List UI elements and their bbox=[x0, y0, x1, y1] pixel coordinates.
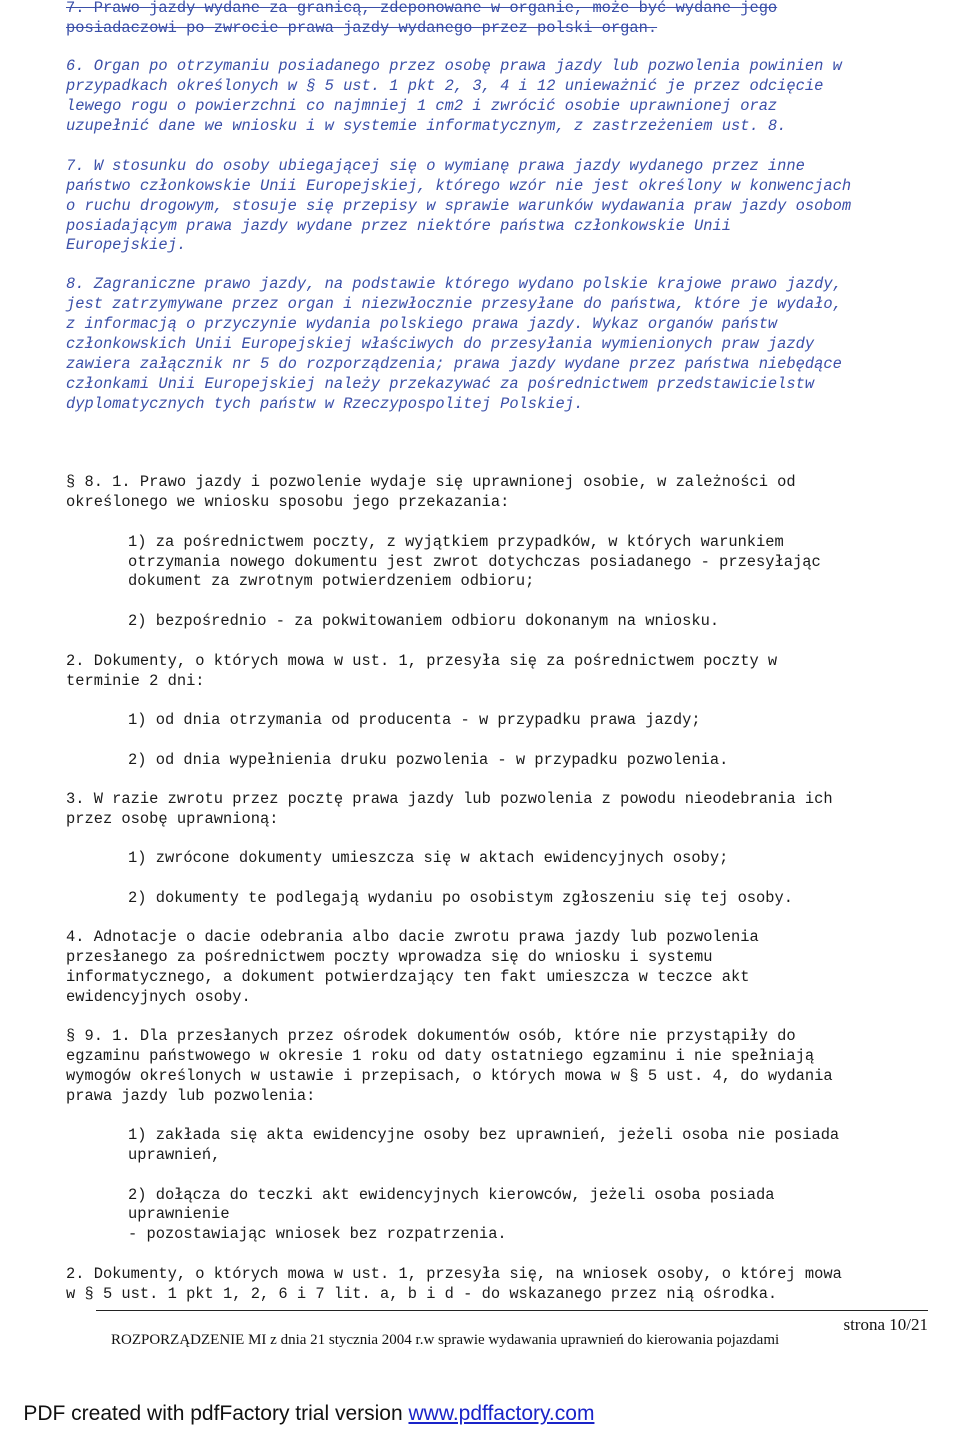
amended-text-line: 8. Zagraniczne prawo jazdy, na podstawie którego wydano polskie krajowe prawo jazdy, bbox=[66, 275, 842, 293]
regulation-text-line: 2) od dnia wypełnienia druku pozwolenia - w przypadku pozwolenia. bbox=[128, 751, 729, 769]
regulation-text-line: uprawnień, bbox=[128, 1146, 221, 1164]
regulation-text-line: otrzymania nowego dokumentu jest zwrot dotychczas posiadanego - przesyłając bbox=[128, 553, 821, 571]
regulation-text-line: egzaminu państwowego w okresie 1 roku od daty ostatniego egzaminu i nie spełniają bbox=[66, 1047, 815, 1065]
pdf-banner bbox=[0, 1378, 594, 1450]
amended-text-line: dyplomatycznych tych państw w Rzeczypospolitej Polskiej. bbox=[66, 395, 584, 413]
regulation-text-line: 2. Dokumenty, o których mowa w ust. 1, przesyła się za pośrednictwem poczty w bbox=[66, 652, 778, 670]
regulation-text-line: 2. Dokumenty, o których mowa w ust. 1, przesyła się, na wniosek osoby, o której mowa bbox=[66, 1265, 842, 1283]
regulation-text-line: - pozostawiając wniosek bez rozpatrzenia. bbox=[128, 1225, 507, 1243]
amended-text-line: jest zatrzymywane przez organ i niezwłocznie przesyłane do państwa, które je wydało, bbox=[66, 295, 842, 313]
regulation-text-line: 2) bezpośrednio - za pokwitowaniem odbioru dokonanym na wniosku. bbox=[128, 612, 720, 630]
amended-text-line: członkowskich Unii Europejskiej właściwych do przesyłania wymienionych praw jazdy bbox=[66, 335, 815, 353]
amended-text-line: 7. W stosunku do osoby ubiegającej się o wymianę prawa jazdy wydanego przez inne bbox=[66, 157, 805, 175]
amended-text-line: 7. Prawo jazdy wydane za granicą, zdeponowane w organie, może być wydane jego bbox=[66, 0, 778, 17]
regulation-text-line: 3. W razie zwrotu przez pocztę prawa jazdy lub pozwolenia z powodu nieodebrania ich bbox=[66, 790, 833, 808]
regulation-text-line: 2) dokumenty te podlegają wydaniu po osobistym zgłoszeniu się tej osoby. bbox=[128, 889, 793, 907]
regulation-text-line: w § 5 ust. 1 pkt 1, 2, 6 i 7 lit. a, b i d - do wskazanego przez nią ośrodka. bbox=[66, 1285, 778, 1303]
regulation-text-line: wymogów określonych w ustawie i przepisach, o których mowa w § 5 ust. 4, do wydania bbox=[66, 1067, 833, 1085]
amended-text-line: przypadkach określonych w § 5 ust. 1 pkt 2, 3, 4 i 12 unieważnić je przez odcięcie bbox=[66, 77, 824, 95]
amended-text-line: państwo członkowskie Unii Europejskiej, którego wzór nie jest określony w konwencjach bbox=[66, 177, 852, 195]
regulation-text-line: ewidencyjnych osoby. bbox=[66, 988, 251, 1006]
footer-page-number: strona 10/21 bbox=[843, 1315, 928, 1334]
amended-text-line: o ruchu drogowym, stosuje się przepisy w sprawie warunków wydawania praw jazdy osobom bbox=[66, 197, 852, 215]
regulation-text-line: uprawnienie bbox=[128, 1205, 230, 1223]
regulation-text-line: 1) za pośrednictwem poczty, z wyjątkiem przypadków, w których warunkiem bbox=[128, 533, 784, 551]
regulation-text-line: określonego we wniosku sposobu jego przekazania: bbox=[66, 493, 510, 511]
amended-text-line: zawiera załącznik nr 5 do rozporządzenia; prawa jazdy wydane przez państwa niebędące bbox=[66, 355, 842, 373]
regulation-text-line: 2) dołącza do teczki akt ewidencyjnych kierowców, jeżeli osoba posiada bbox=[128, 1186, 775, 1204]
page-footer bbox=[96, 1310, 928, 1383]
regulation-text-line: informatycznego, a dokument potwierdzający ten fakt umieszcza w teczce akt bbox=[66, 968, 750, 986]
regulation-text-line: dokument za zwrotnym potwierdzeniem odbioru; bbox=[128, 572, 535, 590]
amended-text-line: posiadającym prawa jazdy wydane przez niektóre państwa członkowskie Unii bbox=[66, 217, 731, 235]
regulation-text-line: 1) zwrócone dokumenty umieszcza się w aktach ewidencyjnych osoby; bbox=[128, 849, 729, 867]
amended-text-line: Europejskiej. bbox=[66, 236, 187, 254]
pdffactory-link[interactable]: www.pdffactory.com bbox=[408, 1402, 595, 1425]
footer-title: ROZPORZĄDZENIE MI z dnia 21 stycznia 2004 r.w sprawie wydawania uprawnień do kierowania pojazdami bbox=[111, 1332, 780, 1348]
amended-text-line: lewego rogu o powierzchni co najmniej 1 cm2 i zwrócić osobie uprawnionej oraz bbox=[66, 97, 778, 115]
regulation-text-line: 1) zakłada się akta ewidencyjne osoby bez uprawnień, jeżeli osoba nie posiada bbox=[128, 1126, 840, 1144]
pdf-banner-text: PDF created with pdfFactory trial version bbox=[23, 1402, 409, 1425]
amended-text-line: z informacją o przyczynie wydania polskiego prawa jazdy. Wykaz organów państw bbox=[66, 315, 778, 333]
amended-text-line: uzupełnić dane we wniosku i w systemie informatycznym, z zastrzeżeniem ust. 8. bbox=[66, 117, 787, 135]
regulation-text-line: przez osobę uprawnioną: bbox=[66, 810, 279, 828]
regulation-text-line: § 8. 1. Prawo jazdy i pozwolenie wydaje się uprawnionej osobie, w zależności od bbox=[66, 473, 796, 491]
amended-text-line: członkami Unii Europejskiej należy przekazywać za pośrednictwem przedstawicielstw bbox=[66, 375, 815, 393]
regulation-text-line: prawa jazdy lub pozwolenia: bbox=[66, 1087, 316, 1105]
regulation-text-line: 1) od dnia otrzymania od producenta - w przypadku prawa jazdy; bbox=[128, 711, 701, 729]
regulation-text-line: terminie 2 dni: bbox=[66, 672, 205, 690]
amended-text-line: 6. Organ po otrzymaniu posiadanego przez osobę prawa jazdy lub pozwolenia powinien w bbox=[66, 57, 842, 75]
regulation-text-line: § 9. 1. Dla przesłanych przez ośrodek dokumentów osób, które nie przystąpiły do bbox=[66, 1027, 796, 1045]
amended-text-line: posiadaczowi po zwrocie prawa jazdy wydanego przez polski organ. bbox=[66, 19, 658, 37]
regulation-text-line: przesłanego za pośrednictwem poczty wprowadza się do wniosku i systemu bbox=[66, 948, 713, 966]
regulation-text-line: 4. Adnotacje o dacie odebrania albo dacie zwrotu prawa jazdy lub pozwolenia bbox=[66, 928, 759, 946]
